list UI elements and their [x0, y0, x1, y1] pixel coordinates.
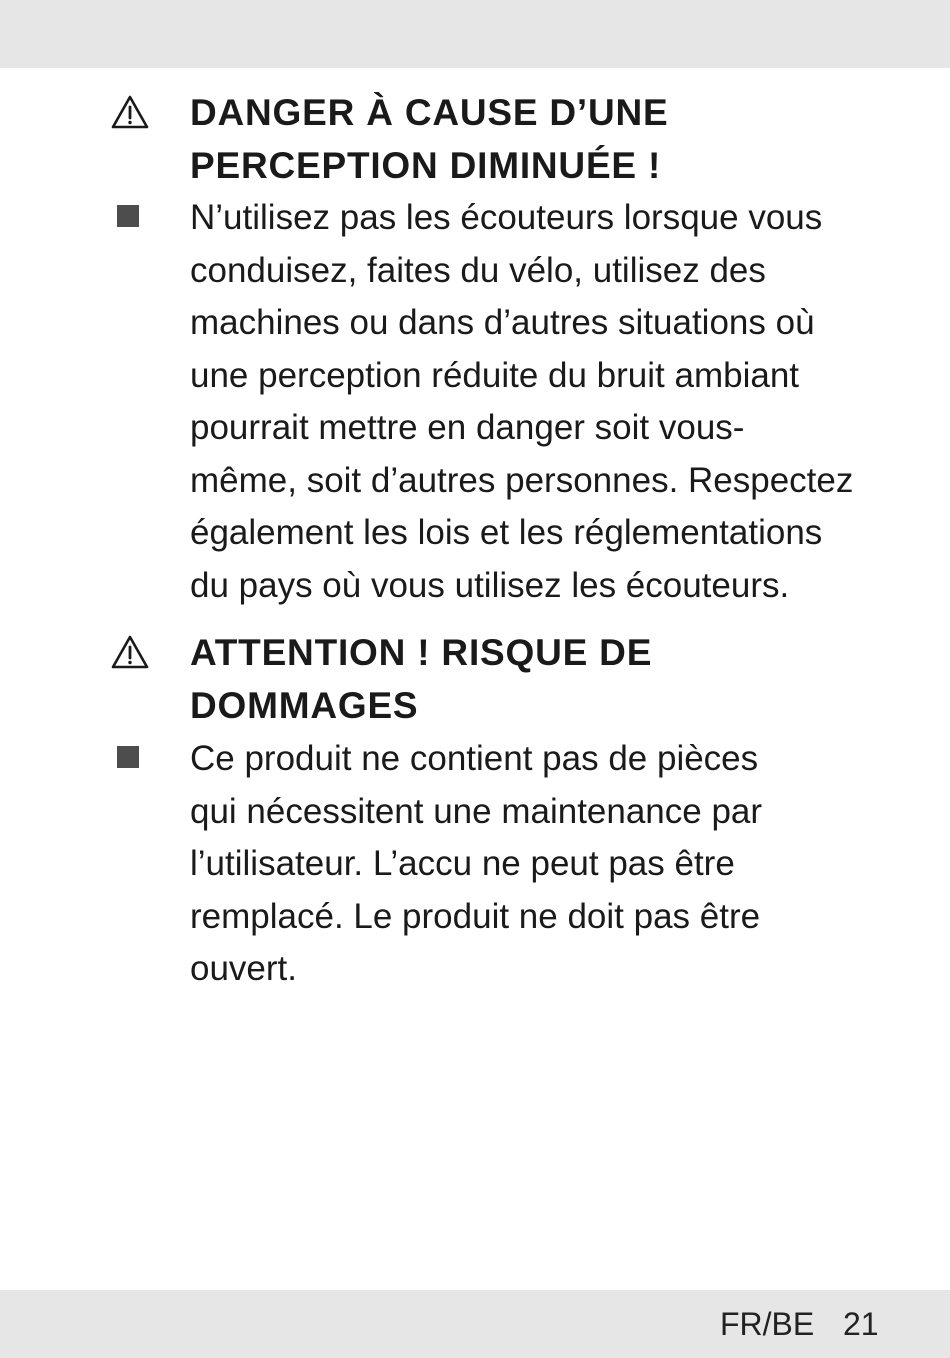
heading-line: DOMMAGES [190, 685, 419, 726]
paragraph-line: qui nécessitent une maintenance par [190, 791, 763, 831]
paragraph-line: pourrait mettre en danger soit vous- [190, 408, 745, 447]
warning-triangle-icon [110, 94, 150, 130]
section-2-heading [190, 626, 910, 732]
paragraph-line: Ce produit ne contient pas de pièces [190, 739, 759, 778]
warning-triangle-icon [110, 634, 150, 670]
paragraph-line: également les lois et les réglementations [190, 513, 823, 552]
paragraph-line: l’utilisateur. L’accu ne peut pas être [190, 844, 735, 883]
heading-line: DANGER À CAUSE D’UNE [190, 92, 669, 133]
top-band [0, 0, 950, 68]
paragraph-line: même, soit d’autres personnes. Respectez [190, 460, 854, 500]
page-number: 21 [843, 1306, 879, 1342]
footer-locale: FR/BE [720, 1306, 815, 1342]
heading-line: ATTENTION ! RISQUE DE [190, 632, 653, 673]
paragraph-line: remplacé. Le produit ne doit pas être [190, 896, 761, 936]
section-2-paragraph [190, 733, 890, 996]
bullet-square-icon [117, 746, 139, 768]
paragraph-line: conduisez, faites du vélo, utilisez des [190, 250, 766, 290]
paragraph-line: une perception réduite du bruit ambiant [190, 355, 800, 395]
section-1-paragraph [190, 192, 890, 612]
heading-line: PERCEPTION DIMINUÉE ! [190, 145, 662, 186]
bullet-square-icon [117, 205, 139, 227]
paragraph-line: N’utilisez pas les écouteurs lorsque vous [190, 198, 823, 237]
paragraph-line: du pays où vous utilisez les écouteurs. [190, 565, 790, 605]
paragraph-line: ouvert. [190, 949, 297, 988]
paragraph-line: machines ou dans d’autres situations où [190, 303, 815, 342]
section-1-heading [190, 86, 910, 192]
